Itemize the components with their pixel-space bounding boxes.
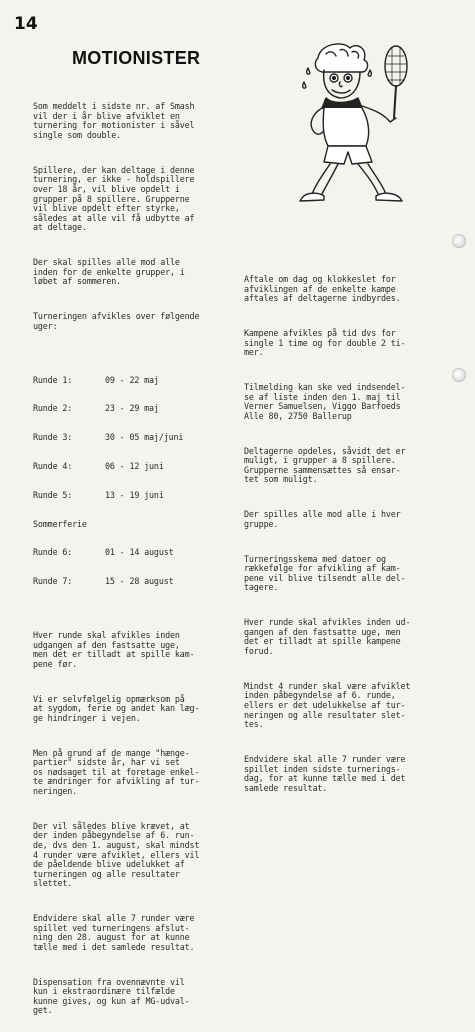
- paragraph: Endvidere skal alle 7 runder være spillet ved turneringens afslut- ning den 28. august for at kunne tælle med i det samlede resultat.: [33, 913, 195, 952]
- paragraph: Dispensation fra ovennævnte vil kun i ekstraordinære tilfælde kunne gives, og kun af MG-udval- get.: [33, 976, 190, 1016]
- round-dates: 15 - 28 august: [105, 576, 174, 587]
- round-dates: 13 - 19 juni: [105, 489, 164, 500]
- paragraph: Der vil således blive krævet, at der inden påbegyndelse af 6. run- de, dvs den 1. august, skal mindst 4 runder være afviklet, ellers vil de påeldende blive udelukket af turneringen og alle resultater slettet.: [33, 820, 200, 889]
- left-column: [33, 83, 245, 1032]
- paragraph: Tilmelding kan ske ved indsendel- se af liste inden den 1. maj til Verner Samuelsen, Viggo Barfoeds Alle 80, 2750 Ballerup: [244, 382, 406, 421]
- schedule-row: [33, 491, 245, 501]
- round-label: Runde 2:: [33, 403, 73, 414]
- binder-hole: [452, 368, 466, 382]
- round-dates: 30 - 05 maj/juni: [105, 432, 184, 443]
- paragraph: Som meddelt i sidste nr. af Smash vil der i år blive afviklet en turnering for motionister i såvel single som double.: [33, 101, 195, 140]
- paragraph: Spillere, der kan deltage i denne turnering, er ikke - holdspillere over 18 år, vil blive opdelt i grupper på 8 spillere. Grupperne vil blive opdelt efter styrke, således at alle vil få udbytte af at deltage.: [33, 164, 195, 233]
- round-dates: 06 - 12 juni: [105, 460, 164, 471]
- round-label: Runde 6:: [33, 547, 73, 558]
- right-column: [244, 256, 449, 809]
- paragraph: Deltagerne opdeles, såvidt det er muligt, i grupper a 8 spillere. Grupperne sammensættes så ensar- tet som muligt.: [244, 445, 406, 485]
- round-label: Runde 4:: [33, 460, 73, 471]
- round-label: Runde 3:: [33, 432, 73, 443]
- paragraph: Der spilles alle mod alle i hver gruppe.: [244, 509, 401, 529]
- paragraph: Kampene afvikles på tid dvs for single 1 time og for double 2 ti- mer.: [244, 328, 406, 358]
- paragraph: Men på grund af de mange "hænge- partier" sidste år, har vi set os nødsaget til at foretage enkel- te ændringer for afvikling af tur- neringen.: [33, 747, 200, 796]
- round-dates: 09 - 22 maj: [105, 374, 159, 385]
- schedule-row: [33, 520, 245, 530]
- schedule-row: [33, 462, 245, 472]
- binder-hole: [452, 234, 466, 248]
- paragraph: Hver runde skal afvikles inden ud- gangen af den fastsatte uge, men det er tilladt at spille kampene forud.: [244, 617, 411, 656]
- schedule-row: [33, 404, 245, 414]
- paragraph: Der skal spilles alle mod alle inden for de enkelte grupper, i løbet af sommeren.: [33, 257, 185, 287]
- round-label: Runde 7:: [33, 576, 73, 587]
- paragraph: Hver runde skal afvikles inden udgangen af den fastsatte uge, men det er tilladt at spille kam- pene før.: [33, 630, 195, 669]
- paragraph: Mindst 4 runder skal være afviklet inden påbegyndelse af 6. runde, ellers er det udelukkelse af tur- neringen og alle resultater slet- tes.: [244, 680, 411, 730]
- round-dates: 01 - 14 august: [105, 547, 174, 558]
- round-label: Runde 1:: [33, 374, 73, 385]
- article-title: MOTIONISTER: [72, 48, 201, 68]
- round-dates: 23 - 29 maj: [105, 403, 159, 414]
- round-schedule: [33, 356, 245, 605]
- paragraph: Endvidere skal alle 7 runder være spillet inden sidste turnerings- dag, for at kunne tælle med i det samlede resultat.: [244, 753, 406, 793]
- schedule-row: [33, 433, 245, 443]
- schedule-row: [33, 577, 245, 587]
- paragraph: Turneringen afvikles over følgende uger:: [33, 311, 200, 331]
- paragraph: Aftale om dag og klokkeslet for afviklingen af de enkelte kampe aftales af deltagerne indbyrdes.: [244, 274, 401, 304]
- schedule-row: [33, 376, 245, 386]
- tennis-player-cartoon-icon: [278, 38, 428, 208]
- round-label: Runde 5:: [33, 489, 73, 500]
- paragraph: Turneringsskema med datoer og rækkefølge for afvikling af kam- pene vil blive tilsendt alle del- tagere.: [244, 553, 406, 593]
- round-label: Sommerferie: [33, 518, 87, 529]
- paragraph: Vi er selvfølgelig opmærksom på at sygdom, ferie og andet kan læg- ge hindringer i vejen.: [33, 693, 200, 723]
- page-number: 14: [14, 14, 38, 34]
- schedule-row: [33, 548, 245, 558]
